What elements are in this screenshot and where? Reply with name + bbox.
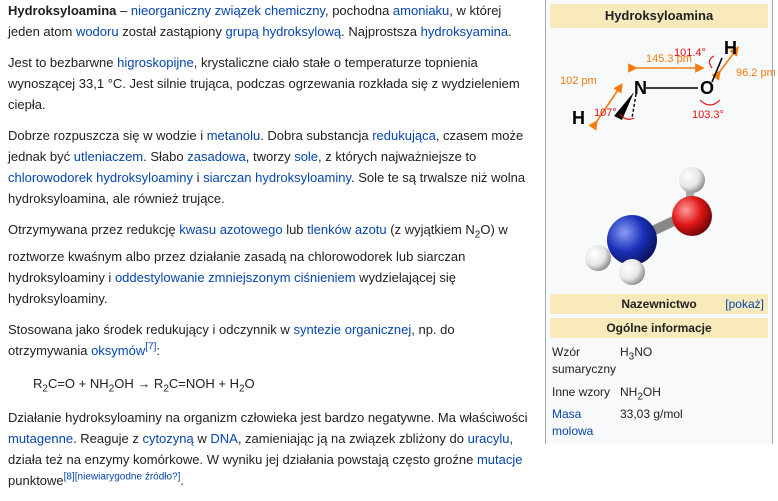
- link-uracil[interactable]: uracylu: [467, 431, 510, 447]
- ball-and-stick-model[interactable]: [566, 160, 756, 290]
- link-nitrogen-oxides[interactable]: tlenków azotu: [307, 222, 387, 237]
- unreliable-source-tag[interactable]: [niewiarygodne źródło?]: [74, 471, 181, 483]
- link-salts[interactable]: sole: [294, 149, 319, 164]
- link-mutagenic[interactable]: mutagenne: [8, 431, 74, 447]
- link-hydroxyl-group[interactable]: grupą hydroksylową: [225, 24, 342, 39]
- link-nitric-acid[interactable]: kwasu azotowego: [179, 222, 283, 237]
- atom-o: O: [700, 78, 715, 98]
- article-body: [8, 0, 536, 501]
- label-len-no: 145.3 pm: [646, 53, 692, 65]
- row-value: $H_3NO$: [620, 345, 653, 363]
- infobox: [545, 0, 776, 444]
- paragraph-intro: Hydroksyloamina – nieorganiczny związek chemiczny, pochodna amoniaku, w której jeden atom wodoru został zastąpiony grupą hydroksylową. Najprostsza hydroksyamina.: [8, 3, 512, 39]
- link-hydroxyamine[interactable]: hydroksyamina: [420, 24, 509, 39]
- arc-hno: [700, 100, 720, 105]
- infobox-title: Hydroksyloamina: [550, 4, 768, 28]
- nomenclature-header: Nazewnictwo [pokaż]: [550, 294, 768, 314]
- row-other-formulas: [550, 384, 768, 404]
- link-hydroxylamine-hydrochloride[interactable]: chlorowodorek hydroksyloaminy: [8, 170, 193, 185]
- row-label: Inne wzory: [552, 385, 611, 399]
- link-mutations[interactable]: mutacje: [476, 452, 523, 468]
- link-inorganic-compound[interactable]: nieorganiczny związek chemiczny: [130, 3, 325, 18]
- reference-8[interactable]: [8]: [63, 471, 75, 483]
- link-molar-mass[interactable]: Masa molowa: [552, 407, 594, 438]
- paragraph-uses: Stosowana jako środek redukujący i odczynnik w syntezie organicznej, np. do otrzymywania oksymów[7]:: [8, 321, 455, 358]
- reference-7[interactable]: [7]: [145, 341, 157, 353]
- link-reducing-agent[interactable]: redukująca: [372, 128, 436, 143]
- atom-n-model: [607, 215, 657, 265]
- row-value: 33,03 g/mol: [620, 407, 683, 421]
- atom-h-top: H: [724, 38, 737, 58]
- atom-n: N: [634, 78, 647, 98]
- reaction-equation: $R_2C=O + NH_2OH \to R_2C=NOH + H_2O$: [33, 375, 255, 395]
- row-molecular-formula: [550, 344, 768, 378]
- row-molar-mass: [550, 406, 768, 442]
- link-hydrogen[interactable]: wodoru: [75, 24, 119, 39]
- structure-diagram[interactable]: [550, 32, 776, 142]
- atom-h-model-top: [679, 167, 705, 193]
- link-vacuum-distillation[interactable]: oddestylowanie zmniejszonym ciśnieniem: [114, 269, 356, 285]
- row-label: Wzór sumaryczny: [552, 345, 617, 376]
- atom-h-model-left: [585, 245, 611, 271]
- link-oxidizer[interactable]: utleniaczem: [73, 149, 144, 164]
- link-ammonia[interactable]: amoniaku: [392, 3, 450, 18]
- bond-nh-wedge: [614, 92, 634, 120]
- link-basic[interactable]: zasadowa: [187, 149, 246, 164]
- label-len-oh: 96.2 pm: [736, 67, 776, 79]
- label-len-nh: 102 pm: [560, 75, 597, 87]
- atom-h-left: H: [572, 108, 585, 128]
- link-hygroscopic[interactable]: higroskopijne: [117, 55, 194, 70]
- paragraph-properties: Jest to bezbarwne higroskopijne, krystaliczne ciało stałe o temperaturze topnienia wynoszącej 33,1 °C. Jest silnie trująca, podczas ogrzewania rozkłada się z wydzieleniem ciepła.: [8, 55, 520, 112]
- article-subject: Hydroksyloamina: [8, 3, 117, 18]
- paragraph-production: Otrzymywana przez redukcję kwasu azotowego lub tlenków azotu (z wyjątkiem $N_2O$) w roztworze kwaśnym albo przez działanie zasadą na chlorowodorek lub siarczan hydroksyloaminy i oddestylowanie zmniejszonym ciśnieniem wydzielającej się hydroksyloaminy.: [8, 222, 508, 306]
- label-ang-hno: 103.3°: [692, 109, 724, 121]
- row-value: $NH_2OH$: [620, 385, 661, 403]
- link-dna[interactable]: DNA: [210, 431, 238, 447]
- nomenclature-toggle[interactable]: [pokaż]: [725, 297, 764, 311]
- link-hydroxylamine-sulfate[interactable]: siarczan hydroksyloaminy: [203, 170, 351, 185]
- link-organic-synthesis[interactable]: syntezie organicznej: [293, 321, 412, 337]
- general-info-header: Ogólne informacje: [550, 318, 768, 338]
- paragraph-solubility: Dobrze rozpuszcza się w wodzie i metanolu. Dobra substancja redukująca, czasem może jednak być utleniaczem. Słabo zasadowa, tworzy sole, z których najważniejsze to chlorowodorek hydroksyloaminy i siarczan hydroksyloaminy. Sole te są trwalsze niż wolna hydroksyloamina, ale również trujące.: [8, 128, 526, 206]
- label-ang-hnh: 107°: [594, 107, 617, 119]
- paragraph-toxicity: Działanie hydroksyloaminy na organizm człowieka jest bardzo negatywne. Ma właściwości mutagenne. Reaguje z cytozyną w DNA, zamieniając ją na związek zbliżony do uracylu, działa też na enzymy komórkowe. W wyniku jej działania powstają często groźne mutacje punktowe[8][niewiarygodne źródło?].: [8, 410, 528, 489]
- atom-o-model: [672, 196, 712, 236]
- arc-noh: [709, 56, 714, 68]
- link-cytosine[interactable]: cytozyną: [142, 431, 194, 447]
- link-oximes[interactable]: oksymów: [91, 342, 146, 358]
- link-methanol[interactable]: metanolu: [206, 128, 261, 143]
- label-ang-noh: 101.4°: [674, 47, 706, 59]
- atom-h-model-bottom: [619, 259, 645, 285]
